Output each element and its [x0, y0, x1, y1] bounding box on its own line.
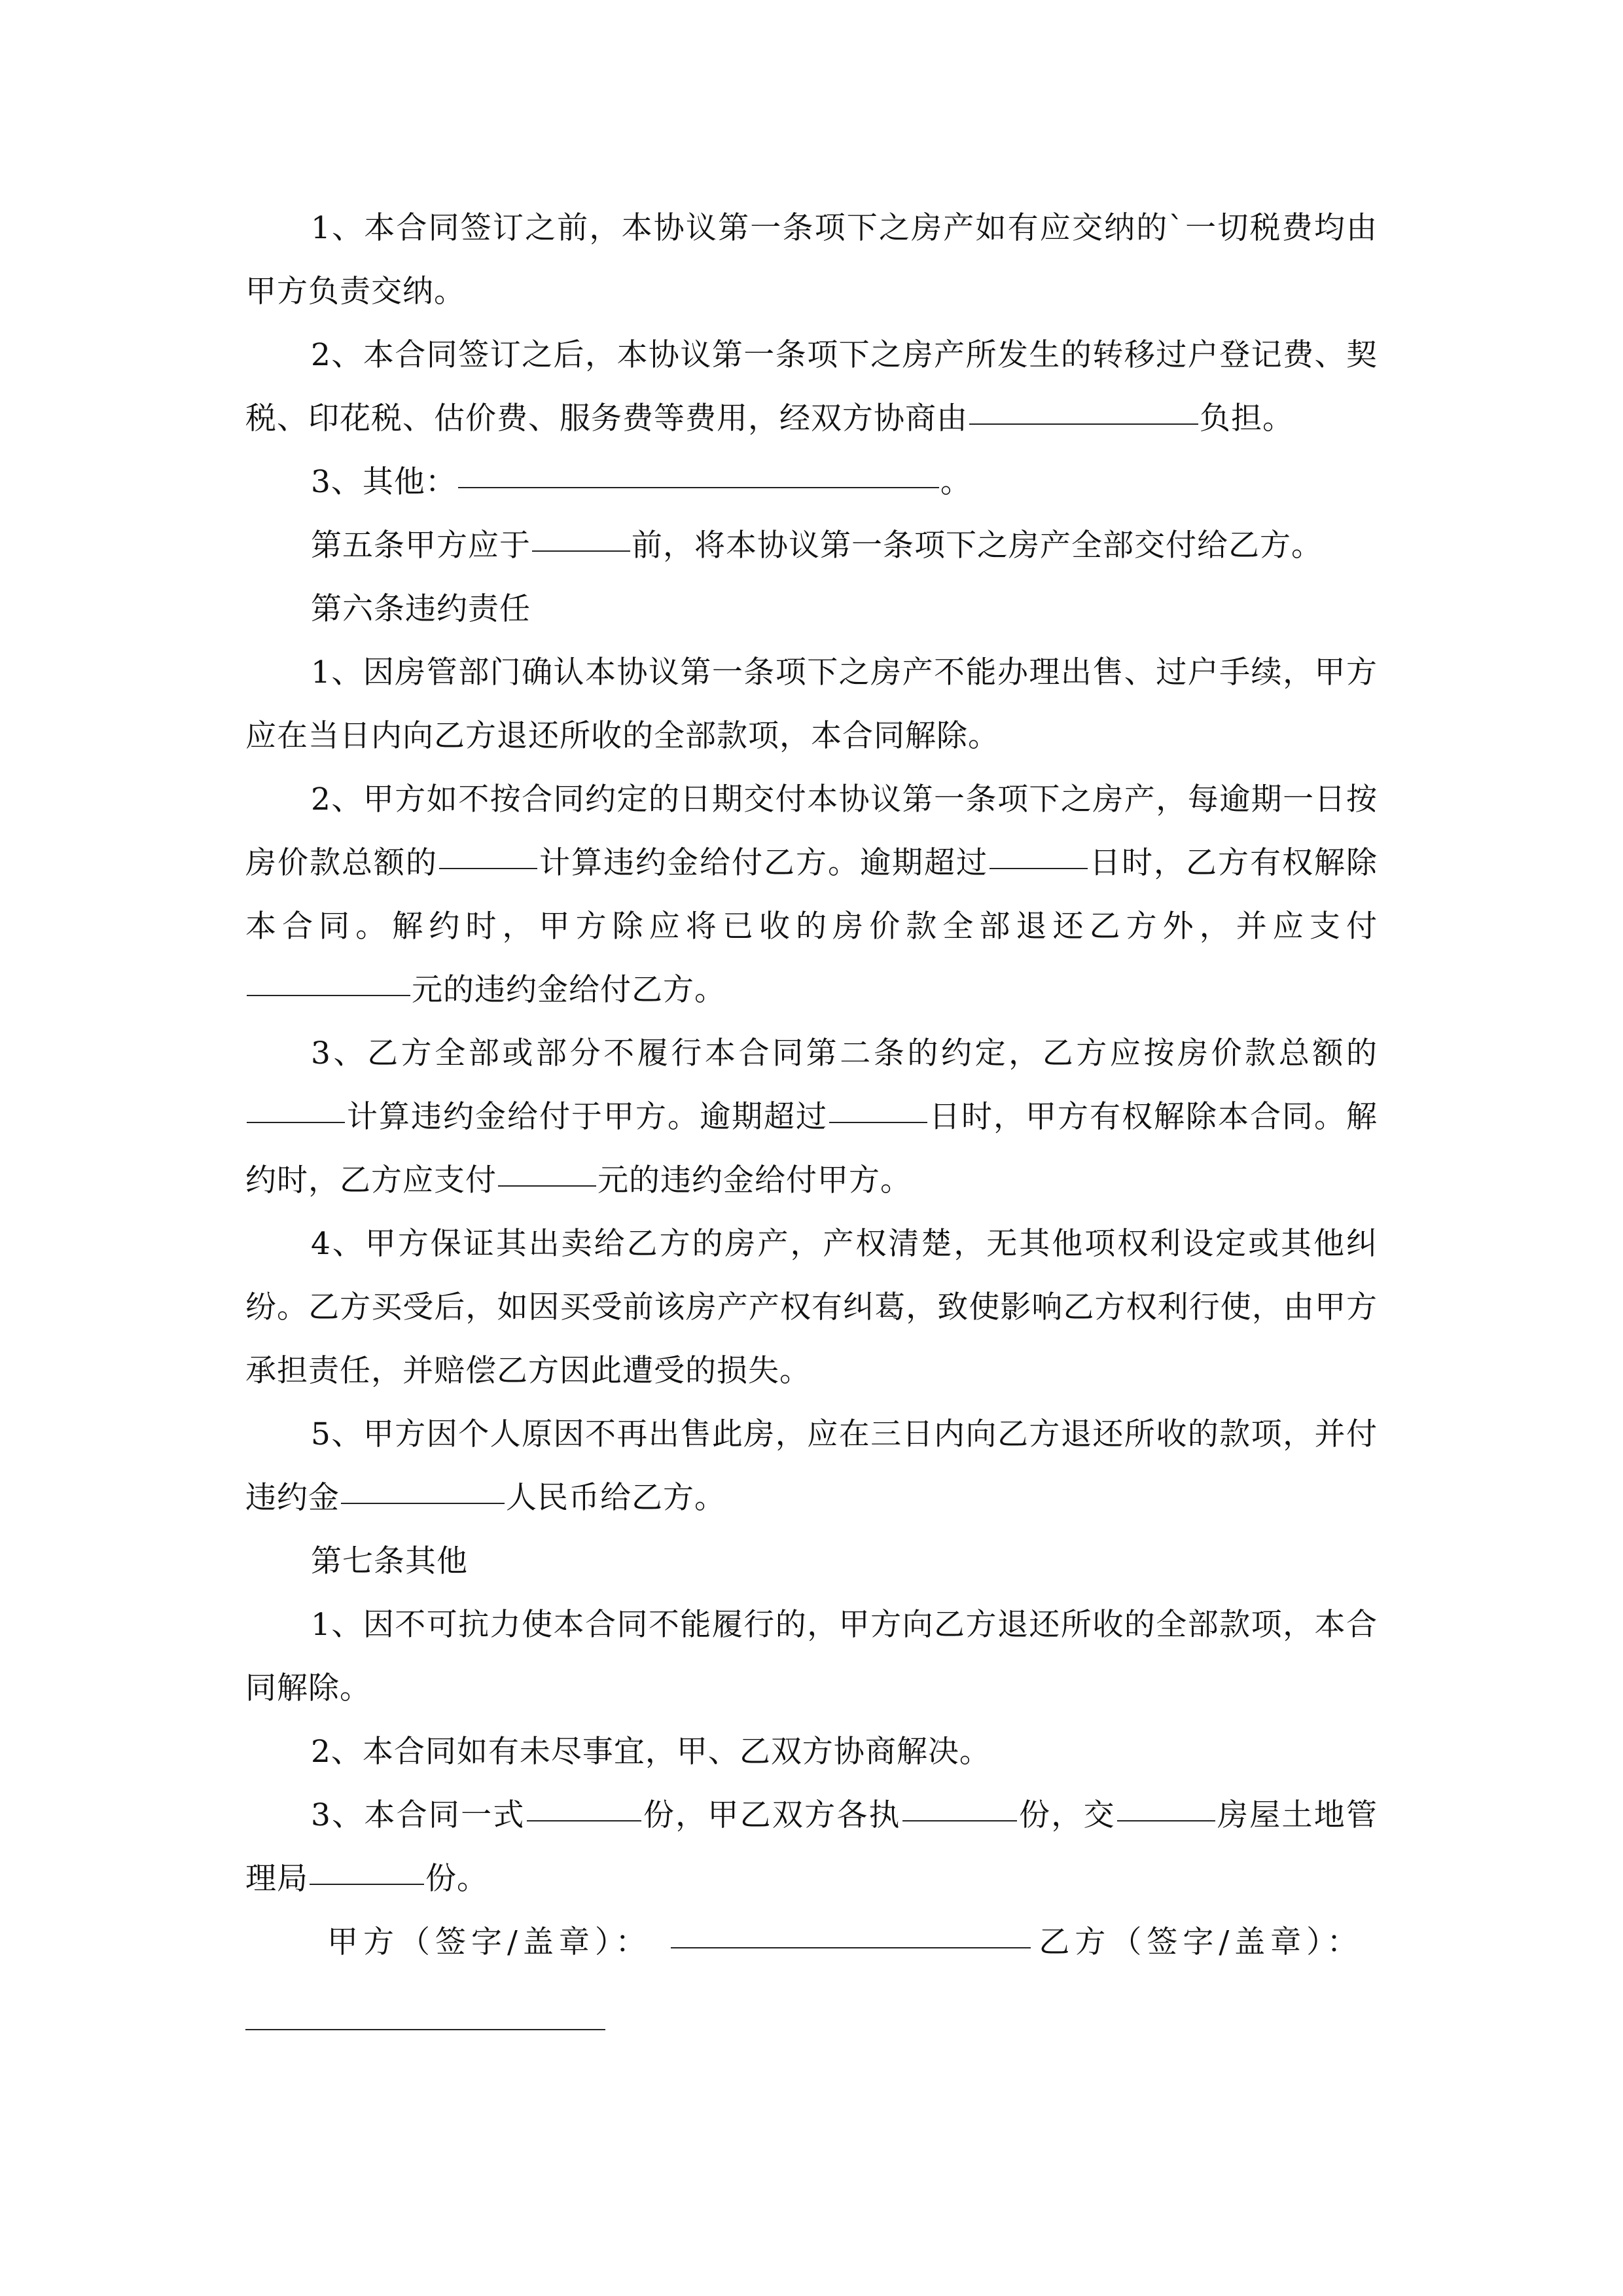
party-b-signature-label: 乙方（签字/盖章）： — [1039, 1924, 1363, 1960]
liability-clause-4-text: 4、甲方保证其出卖给乙方的房产，产权清楚，无其他项权利设定或其他纠纷。乙方买受后，如因买受前该房产产权有纠葛，致使影响乙方权利行使，由甲方承担责任，并赔偿乙方因此遭受的损失。 — [245, 1226, 1378, 1389]
fee-payer-blank — [969, 423, 1198, 425]
liability-clause-2-text-a: 2、甲方如不按合同约定的日期交付本协议第一条项下之房产，每逾期一日按房价款总额的 — [245, 781, 1378, 881]
other-clause-end: 。 — [940, 464, 972, 500]
other-terms-blank — [458, 486, 939, 488]
article-6-heading — [245, 577, 1378, 641]
tax-clause-2-end: 负担。 — [1200, 401, 1294, 437]
other-clause-3 — [245, 450, 1378, 514]
article-5 — [245, 514, 1378, 577]
party-b-signature-line — [245, 2029, 605, 2030]
tax-clause-2 — [245, 323, 1378, 450]
other-clause-1-text: 1、因不可抗力使本合同不能履行的，甲方向乙方退还所收的全部款项，本合同解除。 — [245, 1607, 1378, 1706]
overdue-days-blank — [990, 867, 1088, 869]
district-blank — [1117, 1820, 1215, 1821]
article-7-heading — [245, 1530, 1378, 1593]
tax-clause-2-text: 2、本合同签订之后，本协议第一条项下之房产所发生的转移过户登记费、契税、印花税、估价费、服务费等费用，经双方协商由 — [245, 337, 1378, 437]
contract-text — [245, 196, 1378, 2005]
total-copies-blank — [527, 1820, 641, 1821]
liability-clause-3-text-c: 日时，甲方有权解除本合同。解约时，乙方应支付 — [245, 1099, 1378, 1198]
bureau-copies-blank — [310, 1883, 424, 1885]
liability-clause-5-text-b: 人民币给乙方。 — [506, 1480, 726, 1516]
signature-row — [245, 1910, 1378, 1974]
other-clause-2 — [245, 1720, 1378, 1784]
other-clause-label: 3、其他： — [311, 464, 457, 500]
other-clause-3-copies — [245, 1784, 1378, 1910]
liability-clause-5 — [245, 1403, 1378, 1530]
liability-clause-2 — [245, 768, 1378, 1022]
article-5-text-a: 第五条甲方应于 — [311, 528, 531, 564]
tax-clause-1-text: 1、本合同签订之前，本协议第一条项下之房产如有应交纳的`一切税费均由甲方负责交纳。 — [245, 210, 1378, 310]
seller-penalty-blank — [341, 1502, 505, 1504]
liability-clause-5-text-a: 5、甲方因个人原因不再出售此房，应在三日内向乙方退还所收的款项，并付违约金 — [245, 1416, 1378, 1516]
other-clause-1 — [245, 1593, 1378, 1720]
liability-clause-2-text-c: 日时，乙方有权解除本合同。解约时，甲方除应将已收的房价款全部退还乙方外，并应支付 — [245, 845, 1378, 944]
party-a-signature-line — [671, 1947, 1031, 1948]
party-a-signature-label: 甲方（签字/盖章）： — [327, 1924, 652, 1960]
article-6-title: 第六条违约责任 — [311, 591, 531, 627]
copies-text-d: 房屋土地管理局 — [245, 1797, 1378, 1897]
daily-penalty-rate-blank — [439, 867, 537, 869]
copies-text-a: 3、本合同一式 — [311, 1797, 526, 1833]
liability-clause-1 — [245, 641, 1378, 768]
copies-text-e: 份。 — [425, 1861, 488, 1897]
liability-clause-2-text-d: 元的违约金给付乙方。 — [412, 972, 726, 1008]
delivery-date-blank — [532, 550, 630, 552]
buyer-penalty-rate-blank — [247, 1121, 345, 1123]
liability-clause-4 — [245, 1212, 1378, 1403]
liability-clause-2-text-b: 计算违约金给付乙方。逾期超过 — [539, 845, 988, 881]
liability-clause-3-text-d: 元的违约金给付甲方。 — [597, 1162, 912, 1198]
article-5-text-b: 前，将本协议第一条项下之房产全部交付给乙方。 — [632, 528, 1323, 564]
tax-clause-1 — [245, 196, 1378, 323]
article-7-title: 第七条其他 — [311, 1543, 468, 1579]
buyer-overdue-days-blank — [829, 1121, 927, 1123]
liability-clause-3-text-b: 计算违约金给付于甲方。逾期超过 — [346, 1099, 828, 1135]
liability-clause-3-text-a: 3、乙方全部或部分不履行本合同第二条的约定，乙方应按房价款总额的 — [311, 1035, 1378, 1071]
copies-text-c: 份，交 — [1018, 1797, 1116, 1833]
other-clause-2-text: 2、本合同如有未尽事宜，甲、乙双方协商解决。 — [311, 1734, 991, 1770]
party-copies-blank — [902, 1820, 1017, 1821]
liability-clause-1-text: 1、因房管部门确认本协议第一条项下之房产不能办理出售、过户手续，甲方应在当日内向乙方退还所收的全部款项，本合同解除。 — [245, 655, 1378, 754]
buyer-penalty-amount-blank — [498, 1185, 596, 1187]
liability-clause-3 — [245, 1022, 1378, 1212]
penalty-amount-blank — [247, 994, 410, 996]
copies-text-b: 份，甲乙双方各执 — [642, 1797, 901, 1833]
